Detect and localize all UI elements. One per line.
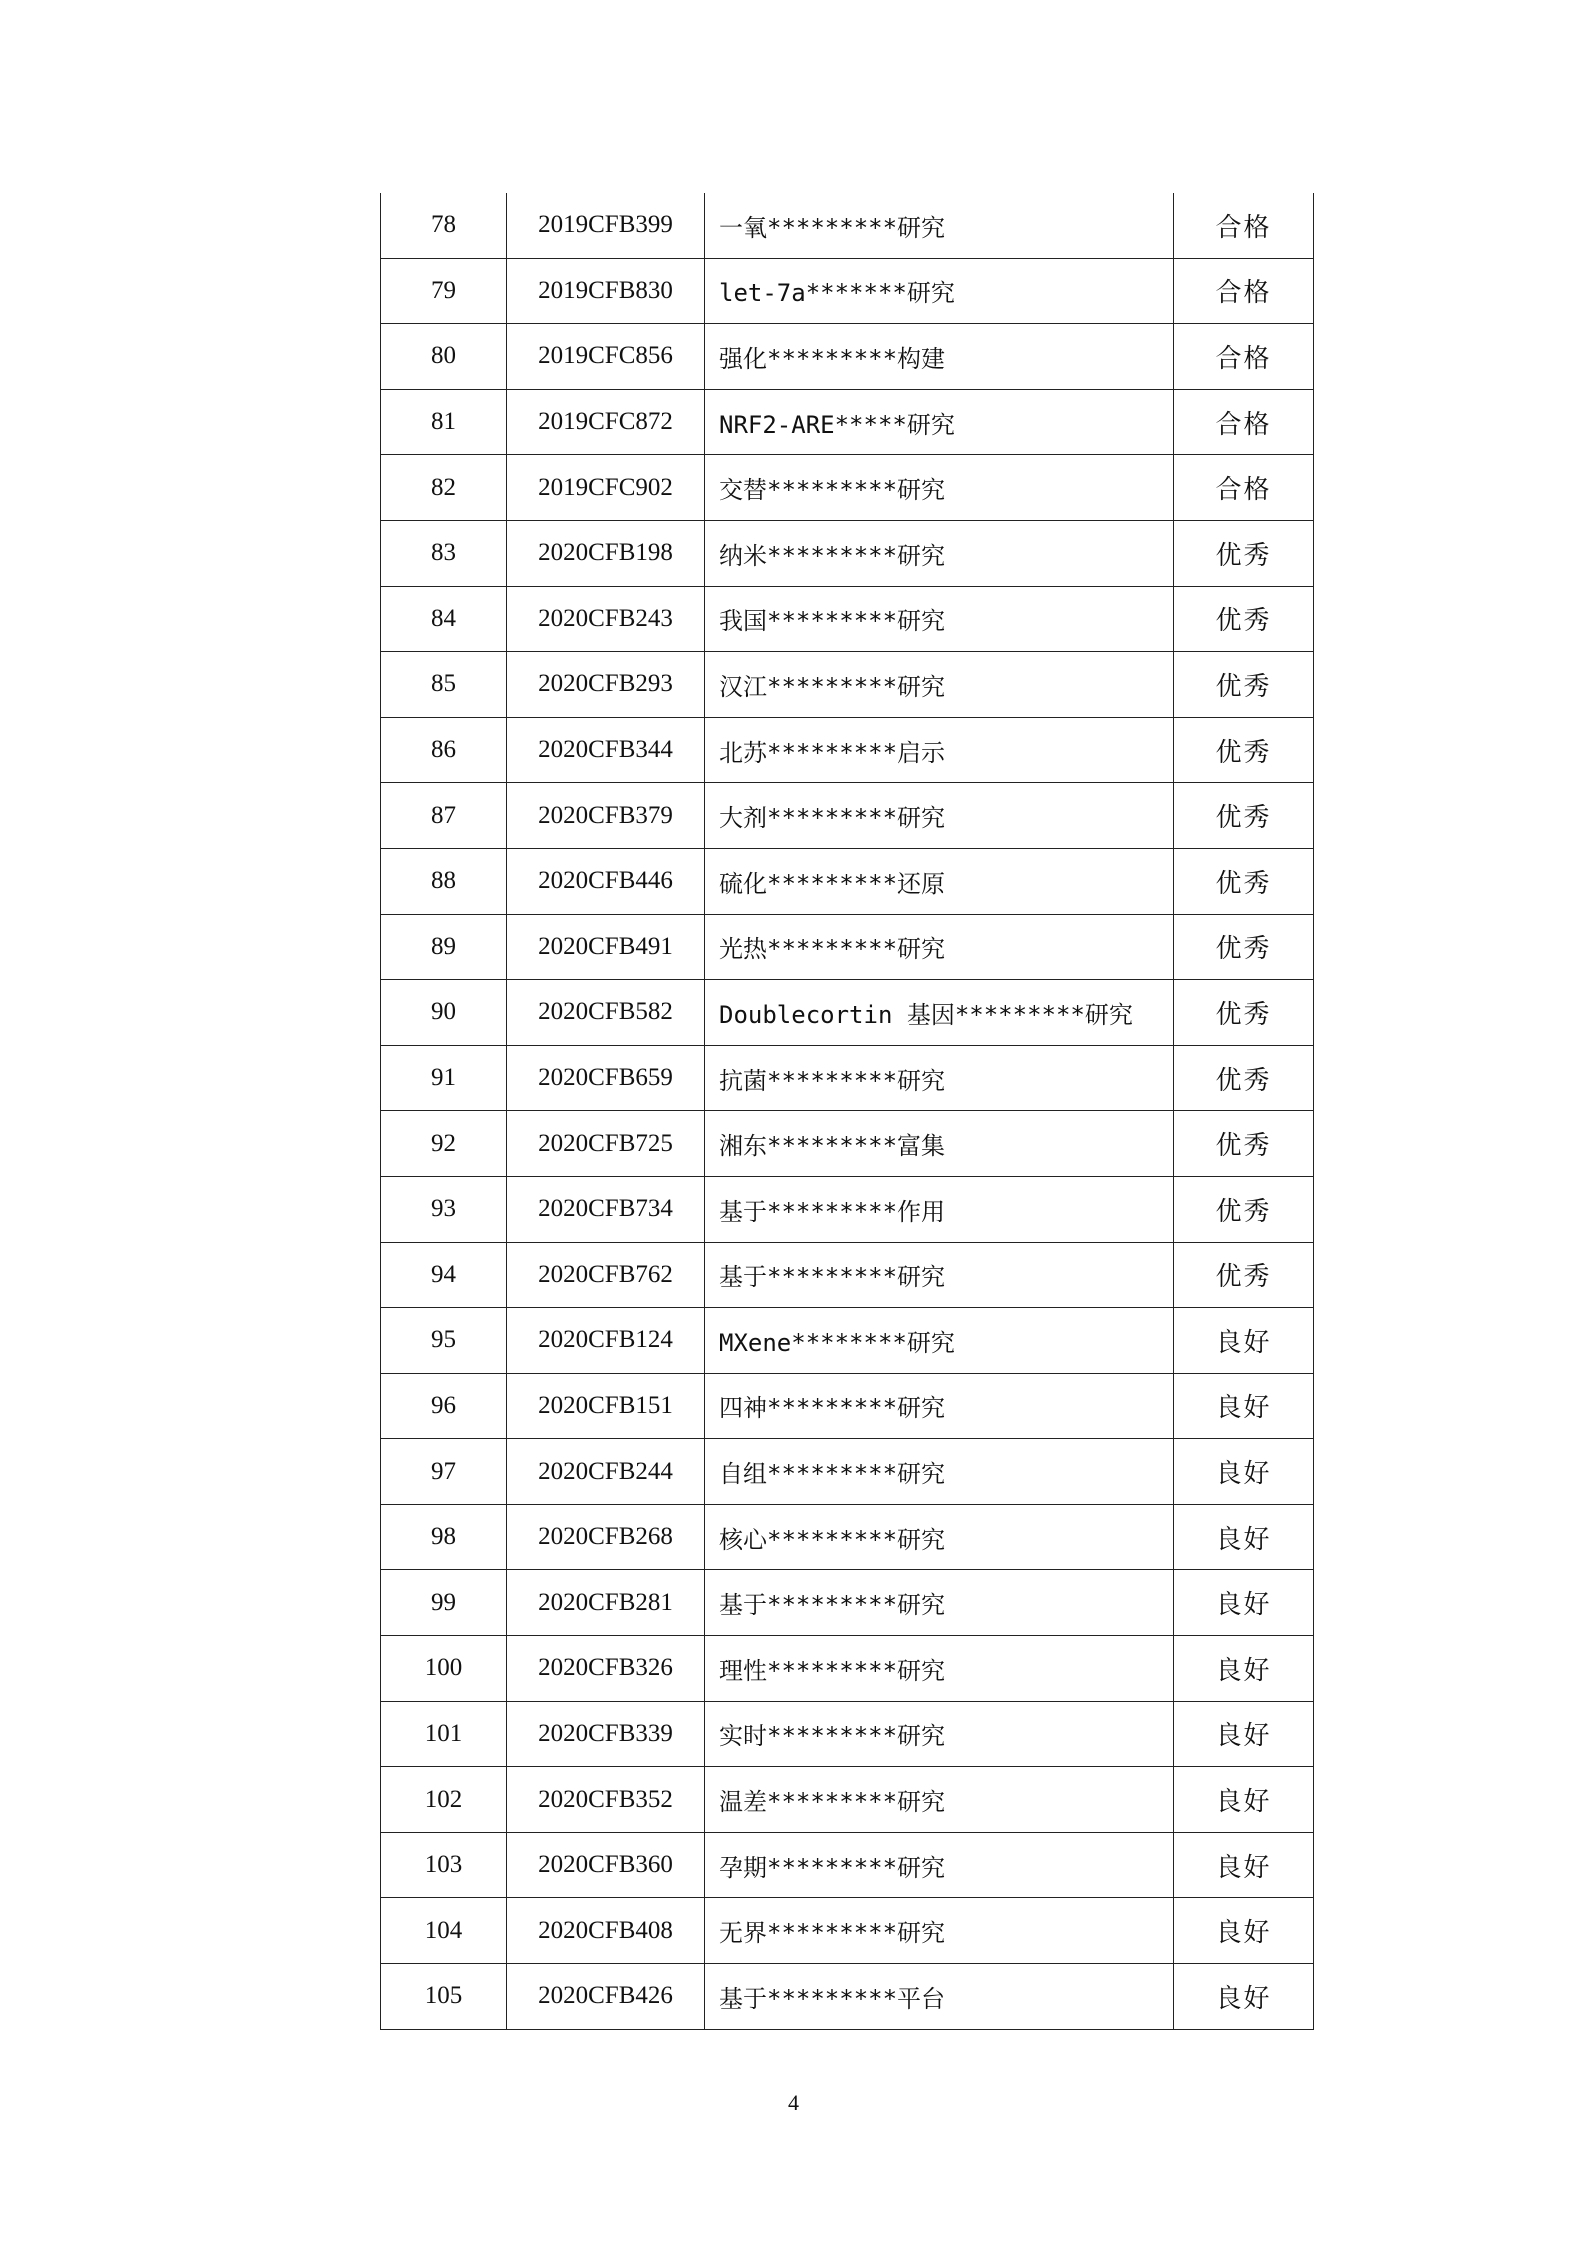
table-row [381,980,1314,1046]
grade-cell: 良好 [1174,1701,1314,1767]
row-number-cell: 94 [381,1242,507,1308]
project-code-cell: 2020CFB360 [507,1832,705,1898]
project-code-cell: 2020CFB339 [507,1701,705,1767]
row-number-cell: 87 [381,783,507,849]
table-row [381,389,1314,455]
project-code-cell: 2019CFB399 [507,193,705,258]
project-code-cell: 2020CFB124 [507,1308,705,1374]
table-row [381,1111,1314,1177]
grade-cell: 合格 [1174,258,1314,324]
project-code-cell: 2020CFB326 [507,1636,705,1702]
row-number-cell: 93 [381,1176,507,1242]
grade-cell: 合格 [1174,324,1314,390]
grade-cell: 优秀 [1174,1045,1314,1111]
row-number-cell: 99 [381,1570,507,1636]
page-number: 4 [788,2090,799,2115]
project-code-cell: 2020CFB659 [507,1045,705,1111]
project-code-cell: 2020CFB243 [507,586,705,652]
project-code-cell: 2019CFC856 [507,324,705,390]
project-code-cell: 2020CFB426 [507,1964,705,2030]
project-title-cell: 交替*********研究 [705,455,1174,521]
grade-cell: 优秀 [1174,717,1314,783]
table-row [381,193,1314,258]
project-code-cell: 2020CFB446 [507,848,705,914]
table-row [381,258,1314,324]
grade-cell: 优秀 [1174,1242,1314,1308]
project-title-cell: 无界*********研究 [705,1898,1174,1964]
row-number-cell: 102 [381,1767,507,1833]
project-title-cell: 湘东*********富集 [705,1111,1174,1177]
project-code-cell: 2020CFB344 [507,717,705,783]
row-number-cell: 95 [381,1308,507,1374]
project-title-cell: 基于*********平台 [705,1964,1174,2030]
table-row [381,1242,1314,1308]
grade-cell: 合格 [1174,193,1314,258]
row-number-cell: 85 [381,652,507,718]
grade-cell: 优秀 [1174,783,1314,849]
grade-cell: 良好 [1174,1308,1314,1374]
project-title-cell: 基于*********作用 [705,1176,1174,1242]
project-title-cell: MXene********研究 [705,1308,1174,1374]
project-code-cell: 2020CFB244 [507,1439,705,1505]
grade-cell: 良好 [1174,1504,1314,1570]
grade-cell: 良好 [1174,1898,1314,1964]
project-title-cell: Doublecortin 基因*********研究 [705,980,1174,1046]
row-number-cell: 105 [381,1964,507,2030]
grade-cell: 优秀 [1174,980,1314,1046]
grade-cell: 良好 [1174,1767,1314,1833]
project-code-cell: 2020CFB582 [507,980,705,1046]
grade-cell: 优秀 [1174,848,1314,914]
project-title-cell: 硫化*********还原 [705,848,1174,914]
project-code-cell: 2020CFB379 [507,783,705,849]
grade-cell: 优秀 [1174,586,1314,652]
grade-cell: 良好 [1174,1439,1314,1505]
table-row [381,848,1314,914]
project-title-cell: 核心*********研究 [705,1504,1174,1570]
project-code-cell: 2020CFB268 [507,1504,705,1570]
project-title-cell: 温差*********研究 [705,1767,1174,1833]
table-row [381,1176,1314,1242]
project-code-cell: 2020CFB352 [507,1767,705,1833]
row-number-cell: 79 [381,258,507,324]
row-number-cell: 98 [381,1504,507,1570]
table-row [381,1373,1314,1439]
project-title-cell: 强化*********构建 [705,324,1174,390]
row-number-cell: 86 [381,717,507,783]
grade-cell: 良好 [1174,1964,1314,2030]
row-number-cell: 91 [381,1045,507,1111]
row-number-cell: 88 [381,848,507,914]
table-row [381,1767,1314,1833]
table-row [381,520,1314,586]
project-title-cell: 理性*********研究 [705,1636,1174,1702]
project-code-cell: 2020CFB281 [507,1570,705,1636]
project-code-cell: 2019CFC902 [507,455,705,521]
row-number-cell: 103 [381,1832,507,1898]
table-row [381,1504,1314,1570]
grade-cell: 良好 [1174,1832,1314,1898]
table-row [381,1308,1314,1374]
row-number-cell: 92 [381,1111,507,1177]
project-code-cell: 2020CFB151 [507,1373,705,1439]
table-row [381,914,1314,980]
project-code-cell: 2020CFB491 [507,914,705,980]
grade-cell: 良好 [1174,1373,1314,1439]
grade-cell: 合格 [1174,455,1314,521]
table-row [381,717,1314,783]
table-row [381,1636,1314,1702]
table-row [381,1439,1314,1505]
grade-cell: 优秀 [1174,1176,1314,1242]
results-table [380,193,1314,2030]
grade-cell: 良好 [1174,1636,1314,1702]
project-title-cell: 实时*********研究 [705,1701,1174,1767]
project-title-cell: 北苏*********启示 [705,717,1174,783]
project-title-cell: 抗菌*********研究 [705,1045,1174,1111]
project-title-cell: 我国*********研究 [705,586,1174,652]
table-row [381,1045,1314,1111]
table-row [381,652,1314,718]
project-code-cell: 2020CFB762 [507,1242,705,1308]
row-number-cell: 84 [381,586,507,652]
table-row [381,586,1314,652]
project-code-cell: 2020CFB734 [507,1176,705,1242]
row-number-cell: 100 [381,1636,507,1702]
project-title-cell: 自组*********研究 [705,1439,1174,1505]
table-row [381,1570,1314,1636]
table-row [381,783,1314,849]
project-code-cell: 2019CFB830 [507,258,705,324]
grade-cell: 良好 [1174,1570,1314,1636]
project-code-cell: 2019CFC872 [507,389,705,455]
row-number-cell: 101 [381,1701,507,1767]
project-title-cell: 基于*********研究 [705,1570,1174,1636]
project-title-cell: 四神*********研究 [705,1373,1174,1439]
row-number-cell: 97 [381,1439,507,1505]
project-title-cell: NRF2-ARE*****研究 [705,389,1174,455]
project-title-cell: 光热*********研究 [705,914,1174,980]
project-code-cell: 2020CFB408 [507,1898,705,1964]
project-title-cell: 一氧*********研究 [705,193,1174,258]
row-number-cell: 82 [381,455,507,521]
row-number-cell: 90 [381,980,507,1046]
project-title-cell: 孕期*********研究 [705,1832,1174,1898]
grade-cell: 合格 [1174,389,1314,455]
project-title-cell: let-7a*******研究 [705,258,1174,324]
table-row [381,1898,1314,1964]
row-number-cell: 89 [381,914,507,980]
grade-cell: 优秀 [1174,914,1314,980]
table-row [381,1701,1314,1767]
row-number-cell: 81 [381,389,507,455]
grade-cell: 优秀 [1174,652,1314,718]
grade-cell: 优秀 [1174,520,1314,586]
table-row [381,1964,1314,2030]
project-code-cell: 2020CFB725 [507,1111,705,1177]
table-row [381,1832,1314,1898]
row-number-cell: 80 [381,324,507,390]
table-row [381,324,1314,390]
row-number-cell: 104 [381,1898,507,1964]
grade-cell: 优秀 [1174,1111,1314,1177]
row-number-cell: 83 [381,520,507,586]
project-code-cell: 2020CFB293 [507,652,705,718]
project-title-cell: 大剂*********研究 [705,783,1174,849]
row-number-cell: 96 [381,1373,507,1439]
project-title-cell: 汉江*********研究 [705,652,1174,718]
project-code-cell: 2020CFB198 [507,520,705,586]
table-row [381,455,1314,521]
project-title-cell: 基于*********研究 [705,1242,1174,1308]
results-table-body [381,193,1314,2029]
project-title-cell: 纳米*********研究 [705,520,1174,586]
row-number-cell: 78 [381,193,507,258]
